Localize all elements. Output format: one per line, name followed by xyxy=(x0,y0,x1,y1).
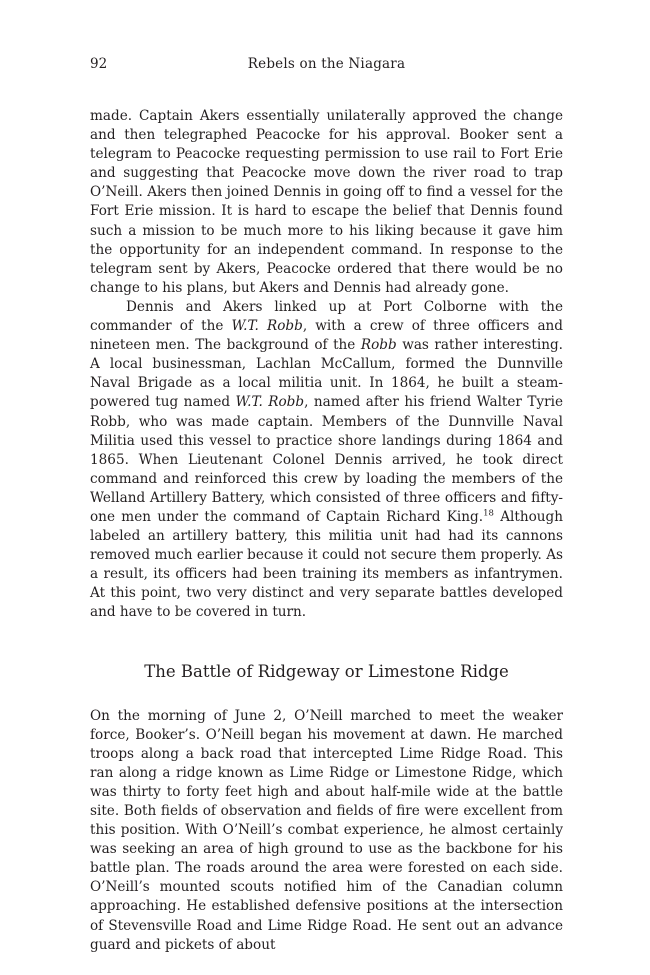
paragraph-continuation: made. Captain Akers essentially unilaterally approved the change and then telegraphed Peacocke for his approval. Booker sent a telegram to Peacocke requesting permission to use rail to Fort Erie and suggesting that Peacocke move down the river road to trap O’Neill. Akers then joined Dennis in going off to find a vessel for the Fort Erie mission. It is hard to escape the belief that Dennis found such a mission to be much more to his liking because it gave him the opportunity for an independent command. In response to the telegram sent by Akers, Peacocke ordered that there would be no change to his plans, but Akers and Dennis had already gone. xyxy=(90,108,563,296)
text-run: , with a crew of three officers and nineteen men. The background of the xyxy=(90,318,564,354)
paragraph-battle: On the morning of June 2, O’Neill marched to meet the weaker force, Booker’s. O’Neill began his movement at dawn. He marched troops along a back road that intercepted Lime Ridge Road. This ran along a ridge known as Lime Ridge or Limestone Ridge, which was thirty to forty feet high and about half-mile wide at the battle site. Both fields of observation and fields of fire were excellent from this position. With O’Neill’s combat experience, he almost certainly was seeking an area of high ground to use as the backbone for his battle plan. The roads around the area were forested on each side. O’Neill’s mounted scouts notified him of the Canadian column approaching. He established defensive positions at the intersection of Stevensville Road and Lime Ridge Road. He sent out an advance guard and pickets of about xyxy=(90,707,563,953)
text-run: Dennis and Akers linked up at Port Colborne with the commander of the xyxy=(90,298,563,335)
paragraph-robb xyxy=(90,298,563,623)
text-run: , named after his friend Walter Tyrie Robb, who was made captain. Members of the Dunnville Naval Militia used this vessel to practice shore landings during 1864 and 1865. When Lieutenant Colonel Dennis arrived, he took direct command and reinforced this crew by loading the members of the Welland Artillery Battery, which consisted of three officers and fifty-one men under the command of Captain Richard King. xyxy=(90,394,563,525)
ship-name: W.T. Robb xyxy=(231,318,303,335)
running-title: Rebels on the Niagara xyxy=(247,56,406,72)
text-run: Although labeled an artillery battery, this militia unit had had its cannons removed much earlier because it could not secure them properly. As a result, its officers had been training its members as infantrymen. At this point, two very distinct and very separate battles developed and have to be covered in turn. xyxy=(90,508,563,621)
footnote-reference[interactable]: 18 xyxy=(483,508,494,519)
text-run: was rather interesting. A local businessman, Lachlan McCallum, formed the Dunnville Naval Brigade as a local militia unit. In 1864, he built a steam-powered tug named xyxy=(90,337,563,411)
ship-name: Robb xyxy=(360,337,397,354)
page-number: 92 xyxy=(90,56,108,72)
body-text xyxy=(90,107,563,955)
ship-name: W.T. Robb xyxy=(235,394,305,411)
page-header xyxy=(90,56,563,78)
section-heading: The Battle of Ridgeway or Limestone Ridge xyxy=(144,661,509,681)
